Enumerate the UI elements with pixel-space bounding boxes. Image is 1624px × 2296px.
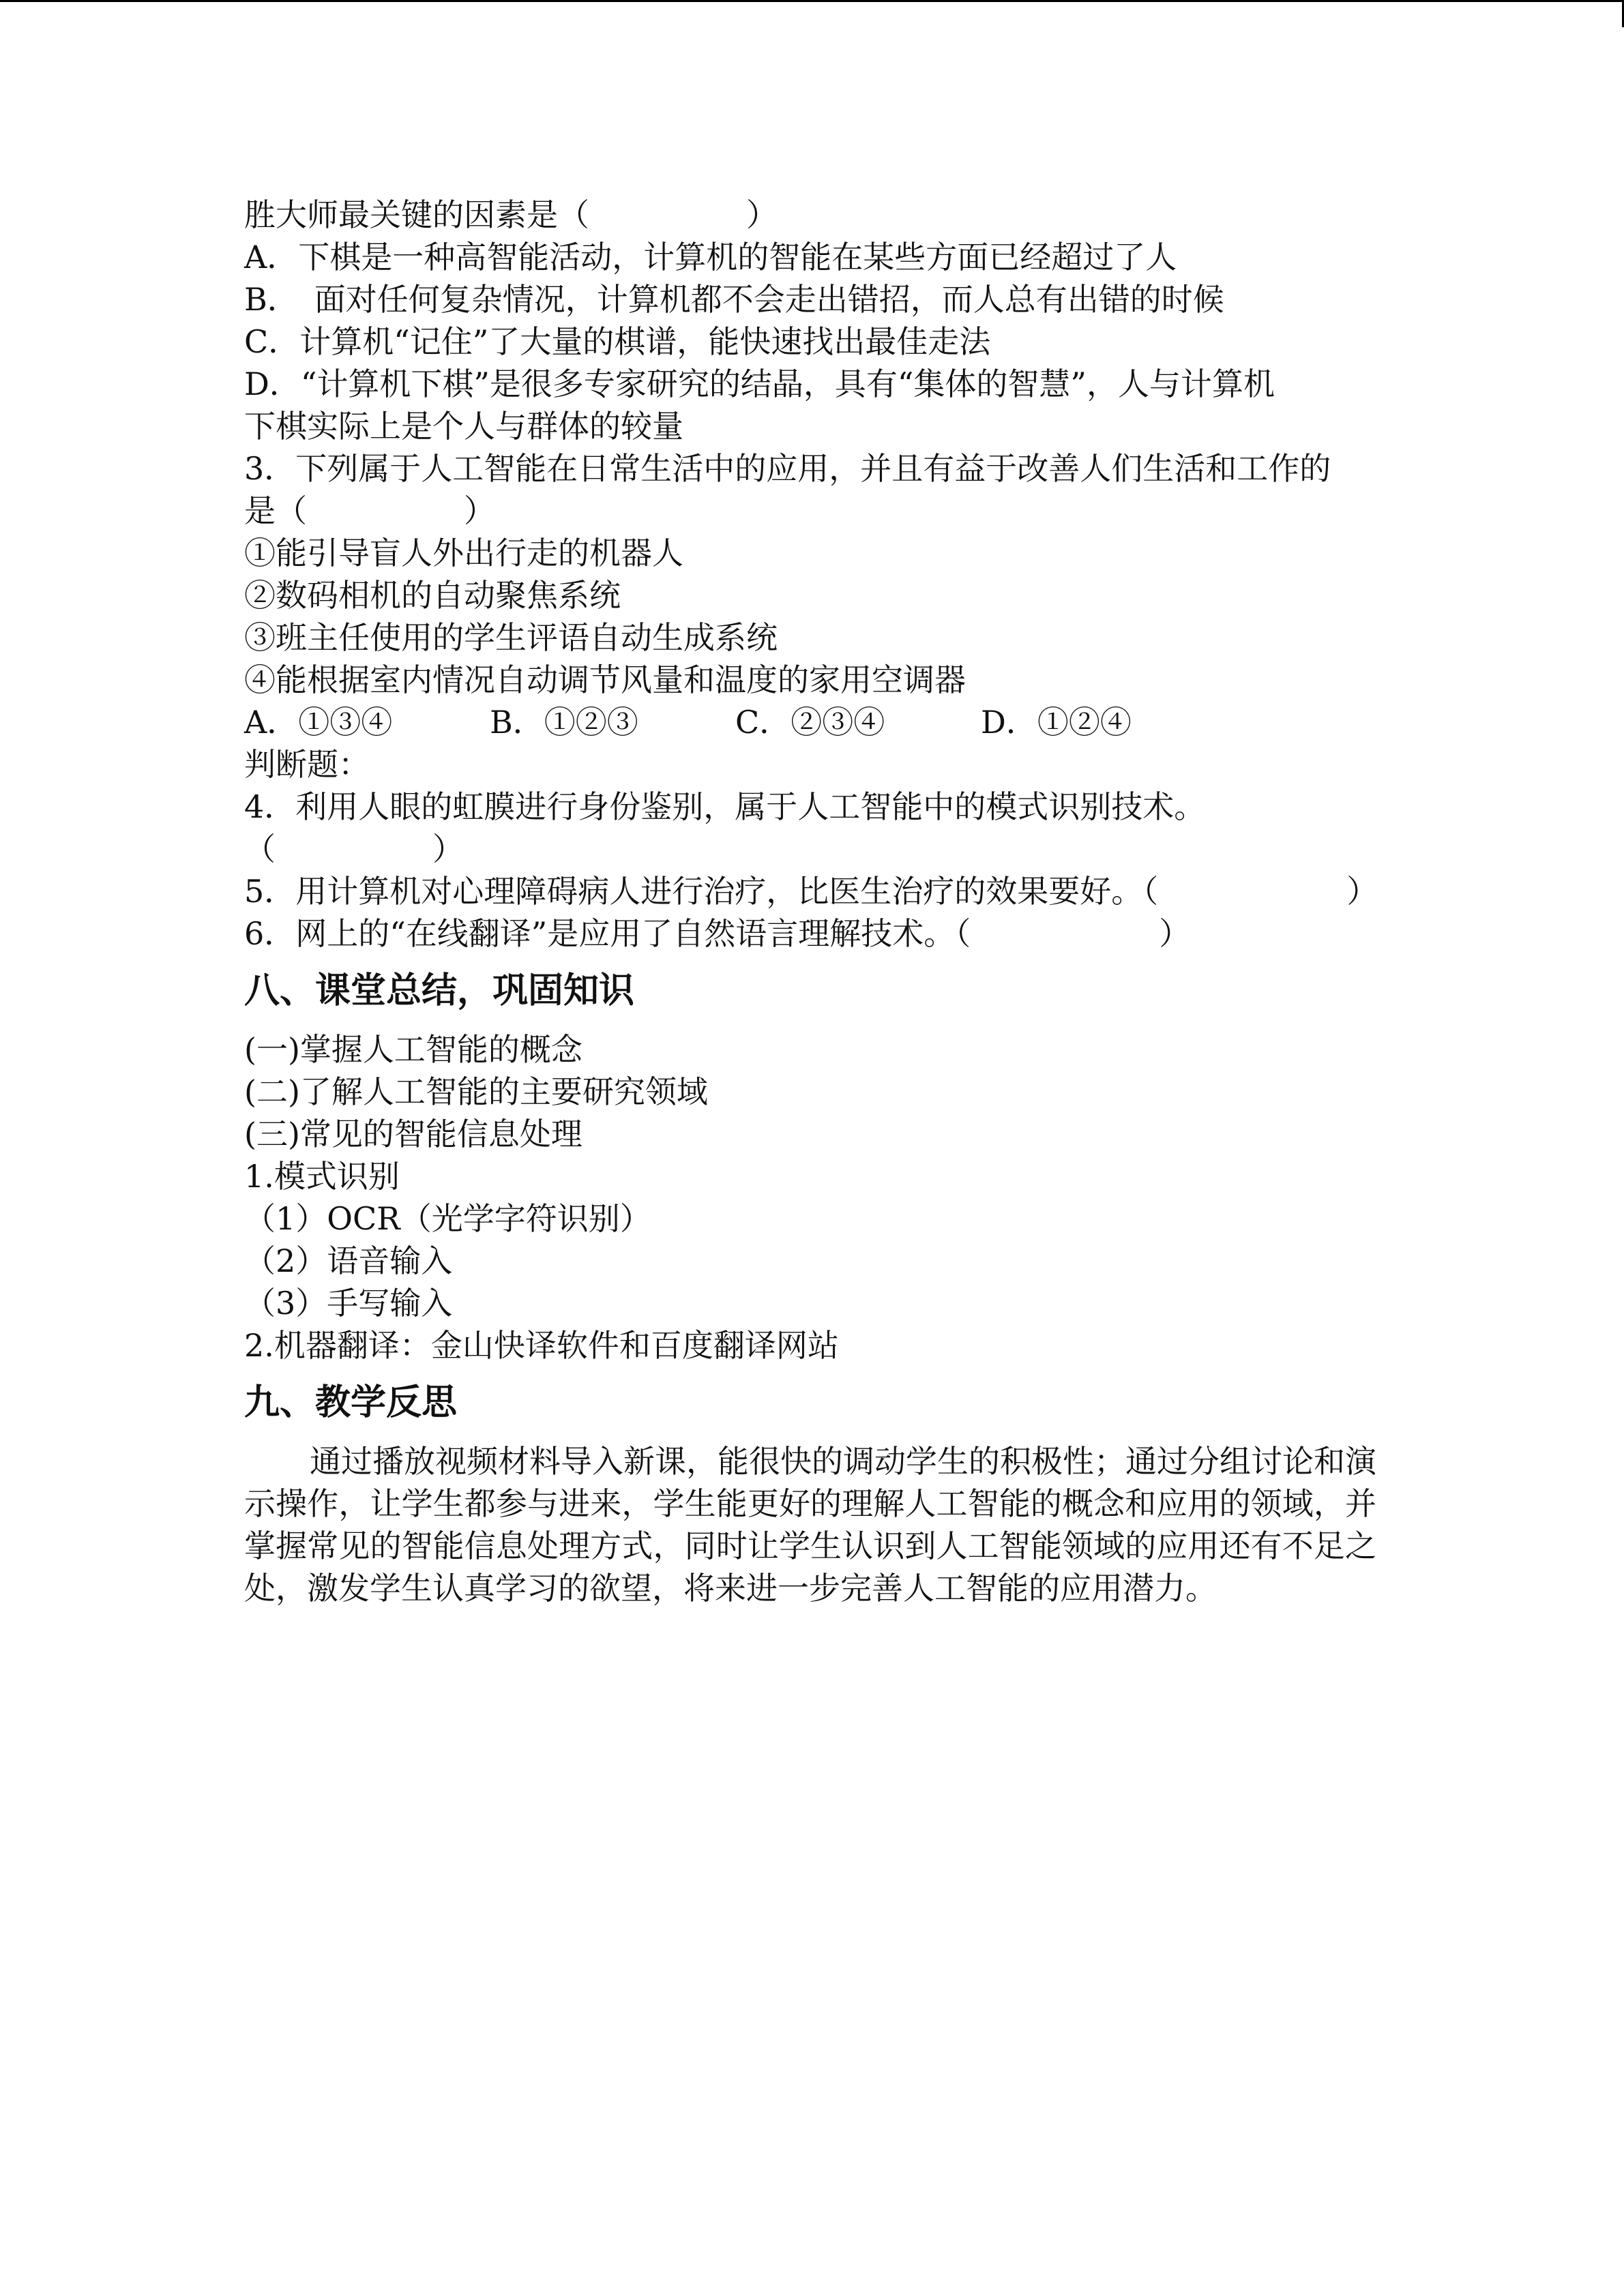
question-4-answer-blank: （ ） [244, 831, 464, 867]
judgement-label: 判断题： [244, 746, 370, 783]
section-8-line: (一)掌握人工智能的概念 [244, 1031, 582, 1068]
question-3-option-c: C．②③④ [735, 704, 885, 741]
question-2-option-a: A．下棋是一种高智能活动，计算机的智能在某些方面已经超过了人 [244, 239, 1177, 275]
question-2-option-c: C．计算机“记住”了大量的棋谱，能快速找出最佳走法 [244, 323, 991, 360]
question-3-item-3: ③班主任使用的学生评语自动生成系统 [244, 619, 778, 656]
question-2-stem: 胜大师最关键的因素是（ ） [244, 196, 778, 233]
section-9-heading: 九、教学反思 [244, 1382, 458, 1423]
section-9-paragraph: 通过播放视频材料导入新课，能很快的调动学生的积极性；通过分组讨论和演示操作，让学生都参与进来，学生能更好的理解人工智能的概念和应用的领域，并掌握常见的智能信息处理方式，同时让学生认识到人工智能领域的应用还有不足之处，激发学生认真学习的欲望，将来进一步完善人工智能的应用潜力。 [244, 1443, 1376, 1607]
section-8-line: （3）手写输入 [244, 1285, 453, 1322]
question-6: 6．网上的“在线翻译”是应用了自然语言理解技术。（ ） [244, 915, 1191, 952]
section-8-line: （1）OCR（光学字符识别） [244, 1200, 651, 1237]
question-4: 4．利用人眼的虹膜进行身份鉴别，属于人工智能中的模式识别技术。 [244, 788, 1206, 825]
document-body [244, 194, 1376, 1609]
question-5: 5．用计算机对心理障碍病人进行治疗，比医生治疗的效果要好。（ ） [244, 873, 1378, 910]
question-3-item-2: ②数码相机的自动聚焦系统 [244, 577, 621, 614]
question-3-option-b: B．①②③ [490, 704, 638, 741]
section-9 [244, 1382, 1376, 1609]
question-3-item-1: ①能引导盲人外出行走的机器人 [244, 535, 683, 571]
question-3-item-4: ④能根据室内情况自动调节风量和温度的家用空调器 [244, 661, 966, 698]
question-3-stem: 3．下列属于人工智能在日常生活中的应用，并且有益于改善人们生活和工作的 [244, 450, 1331, 487]
question-3-options [244, 701, 1376, 743]
question-3-stem-continued: 是（ ） [244, 492, 495, 529]
section-8-line: 2.机器翻译：金山快译软件和百度翻译网站 [244, 1327, 839, 1364]
question-2-option-d-continued: 下棋实际上是个人与群体的较量 [244, 408, 683, 445]
question-2-option-b: B． 面对任何复杂情况，计算机都不会走出错招，而人总有出错的时候 [244, 281, 1224, 318]
page-top-border [0, 0, 1624, 2]
question-2 [244, 194, 1376, 447]
judgement-questions [244, 743, 1376, 955]
question-2-option-d: D．“计算机下棋”是很多专家研究的结晶，具有“集体的智慧”，人与计算机 [244, 366, 1275, 402]
section-8 [244, 970, 1376, 1367]
question-3 [244, 447, 1376, 743]
section-8-line: 1.模式识别 [244, 1158, 400, 1195]
section-8-line: (三)常见的智能信息处理 [244, 1116, 582, 1152]
section-8-heading: 八、课堂总结，巩固知识 [244, 970, 635, 1011]
section-8-line: (二)了解人工智能的主要研究领域 [244, 1073, 708, 1110]
question-3-option-a: A．①③④ [244, 704, 393, 741]
section-8-line: （2）语音输入 [244, 1242, 453, 1279]
question-3-option-d: D．①②④ [981, 704, 1132, 741]
